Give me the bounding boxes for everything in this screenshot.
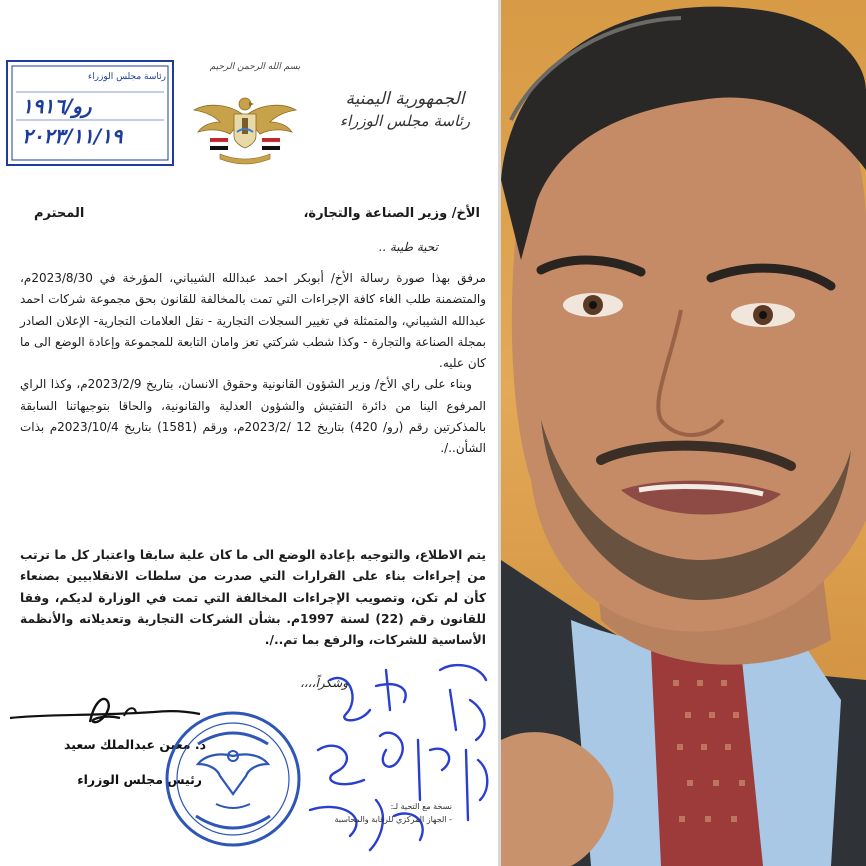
official-seal-icon <box>158 704 308 854</box>
stamp-ref-number: رو/١٩١٦ <box>22 94 92 118</box>
copy-to-line: - الجهاز المركزي للرقابة والمحاسبة <box>334 815 452 824</box>
letterhead <box>330 88 480 132</box>
portrait-illustration-icon <box>501 0 866 866</box>
stamp-date: ٢٠٢٣/١١/١٩ <box>22 124 123 148</box>
portrait-photo <box>501 0 866 866</box>
republic-name: الجمهورية اليمنية <box>345 89 465 109</box>
office-name: رئاسة مجلس الوزراء <box>339 112 471 130</box>
body-paragraph: وبناء على راي الأخ/ وزير الشؤون القانونية وحقوق الانسان، بتاريخ 2023/2/9م، وكذا الراي المرفوع الينا من دائرة التفتيش والشؤون العدلية والقانونية، والحاقا بتوجيهاتنا السابقة بالمذكرتين رقم (رو/ 420) بتاريخ 12 /2023/2م، ورقم (1581) بتاريخ 2023/10/4م بذات الشأن../. <box>20 377 487 456</box>
signatory-name: د. معين عبدالملك سعيد <box>64 737 206 752</box>
decision-paragraph: يتم الاطلاع، والتوجيه بإعادة الوضع الى ما كان علية سابقا واعتبار كل ما ترتب من إجراءات بناء على القرارات التي صدرت من سلطات الانقلابيين بصنعاء كأن لم تكن، وتصويب الإجراءات المخالفة التي تمت في الوزارة لديكم، وفقا للقانون رقم (22) لسنة 1997م. بشأن الشركات التجارية وتعديلاته والأنظمة الأساسية للشركات، والرفع بما تم../. <box>20 548 486 648</box>
greeting: تحية طيبة .. <box>378 240 438 254</box>
yemen-eagle-emblem-icon <box>190 86 300 168</box>
honorific: المحترم <box>34 206 85 221</box>
letter-body <box>20 268 486 460</box>
body-paragraph: مرفق بهذا صورة رسالة الأخ/ أبوبكر احمد عبدالله الشيباني، المؤرخة في 2023/8/30م، والمتضمنة طلب الغاء كافة الإجراءات التي تمت بالمخالفة للقانون بحق مجموعة شركات احمد عبدالله الشيباني، والمتمثلة في تغيير السجلات التجارية - نقل العلامات التجارية- الإعلان الصادر بمجلة الصناعة والتجارة - وكذا شطب شركتي تعز وامان التابعة للمجموعة وإعادة الوضع الى ما كان عليه. <box>20 271 486 371</box>
basmala: بسم الله الرحمن الرحيم <box>209 62 301 72</box>
copy-to-line: نسخة مع التحية لـ: <box>390 802 452 811</box>
copy-to-note <box>328 800 452 826</box>
stamp-title: رئاسة مجلس الوزراء <box>87 72 166 82</box>
closing-thanks: وشكراً،،،، <box>300 676 348 690</box>
registry-stamp <box>6 60 174 166</box>
handwritten-annotation-icon <box>290 640 498 866</box>
addressee: الأخ/ وزير الصناعة والتجارة، <box>303 206 480 221</box>
signatory-title: رئيس مجلس الوزراء <box>77 772 202 787</box>
